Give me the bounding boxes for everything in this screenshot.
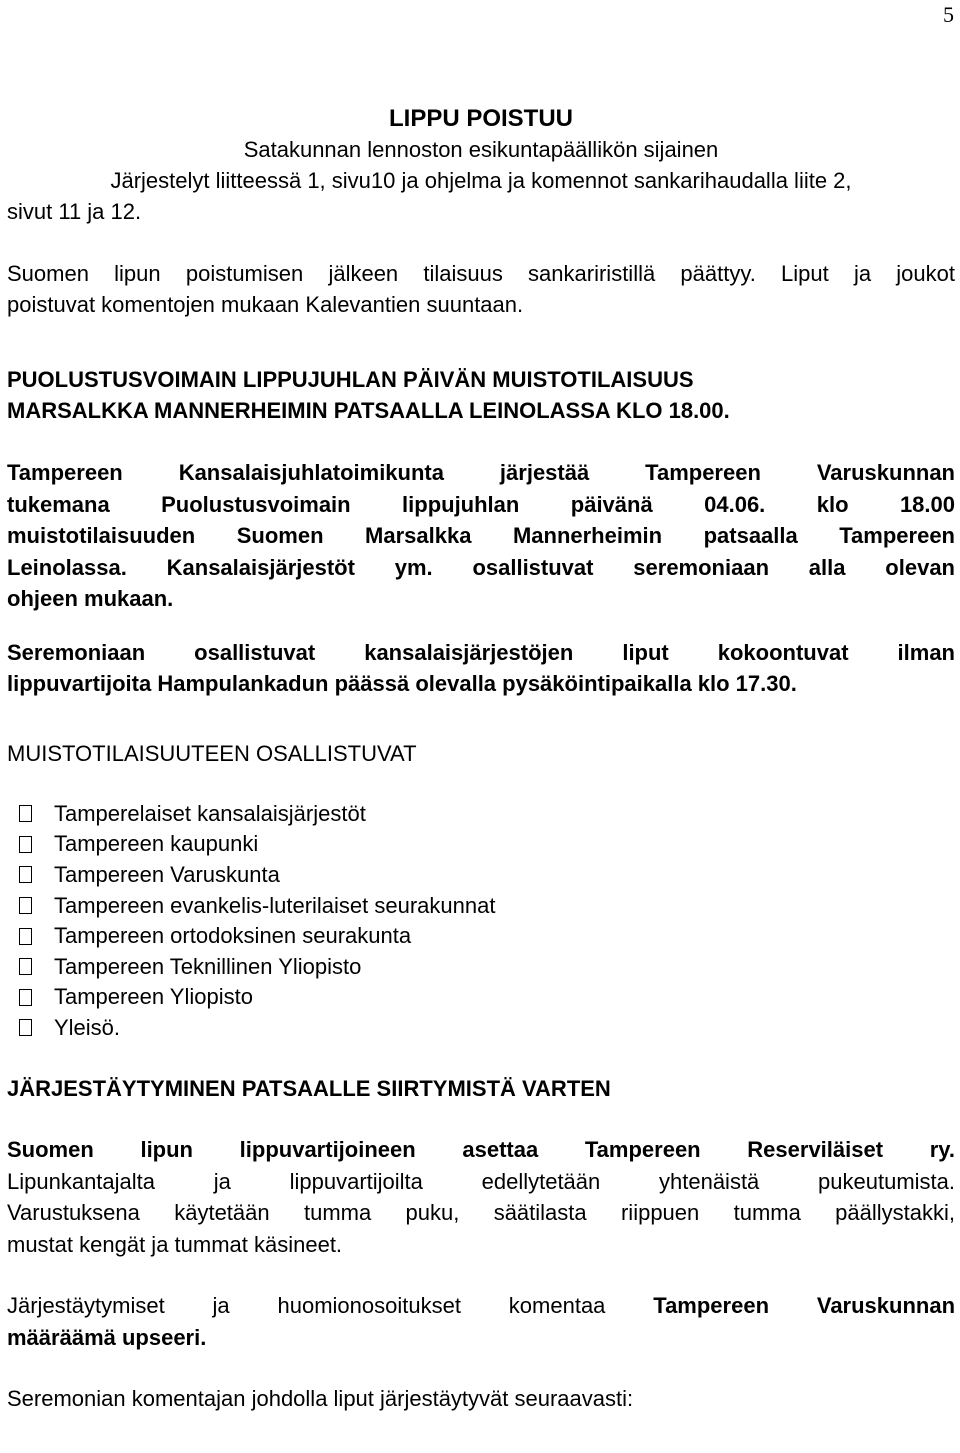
paragraph-closing: Seremonian komentajan johdolla liput järjestäytyvät seuraavasti: bbox=[7, 1386, 634, 1412]
bullet-box-icon bbox=[19, 805, 32, 822]
text-span: Järjestäytymiset ja huomionosoitukset komentaa bbox=[7, 1293, 654, 1319]
section-note: Järjestelyt liitteessä 1, sivu10 ja ohjelma ja komennot sankarihaudalla liite 2, bbox=[110, 168, 852, 193]
list-item-label: Tampereen ortodoksinen seurakunta bbox=[54, 923, 412, 949]
document-page bbox=[7, 103, 955, 1414]
bullet-box-icon bbox=[19, 897, 32, 914]
list-item-label: Tampereen evankelis-luterilaiset seurakunnat bbox=[54, 892, 496, 918]
paragraph-gathering bbox=[7, 637, 955, 700]
paragraph-line: tukemana Puolustusvoimain lippujuhlan päivänä 04.06. klo 18.00 bbox=[7, 491, 955, 517]
paragraph-flag-guard bbox=[7, 1134, 955, 1260]
heading-participants: MUISTOTILAISUUTEEN OSALLISTUVAT bbox=[7, 740, 417, 766]
paragraph-line: muistotilaisuuden Suomen Marsalkka Mannerheimin patsaalla Tampereen bbox=[7, 523, 955, 548]
list-item bbox=[7, 890, 955, 921]
paragraph-line: ohjeen mukaan. bbox=[7, 586, 174, 611]
participants-list bbox=[7, 799, 955, 1044]
paragraph-line: Suomen lipun lippuvartijoineen asettaa Tampereen Reserviläiset ry. bbox=[7, 1137, 955, 1163]
list-item-label: Tampereen Yliopisto bbox=[54, 984, 253, 1010]
list-item bbox=[7, 1013, 955, 1044]
bullet-box-icon bbox=[19, 928, 32, 945]
text-span-bold: Tampereen Varuskunnan bbox=[653, 1293, 956, 1319]
list-item bbox=[7, 921, 955, 952]
paragraph-line: lippuvartijoita Hampulankadun päässä olevalla pysäköintipaikalla klo 17.30. bbox=[7, 671, 797, 696]
heading-formation: JÄRJESTÄYTYMINEN PATSAALLE SIIRTYMISTÄ VARTEN bbox=[7, 1076, 611, 1102]
bullet-box-icon bbox=[19, 836, 32, 853]
heading-memorial: MARSALKKA MANNERHEIMIN PATSAALLA LEINOLASSA KLO 18.00. bbox=[7, 398, 730, 423]
list-item bbox=[7, 829, 955, 860]
list-item bbox=[7, 982, 955, 1013]
list-item-label: Tampereen Varuskunta bbox=[54, 861, 280, 887]
paragraph-line: Tampereen Kansalaisjuhlatoimikunta järjestää Tampereen Varuskunnan bbox=[7, 460, 955, 485]
paragraph-line: Leinolassa. Kansalaisjärjestöt ym. osallistuvat seremoniaan alla olevan bbox=[7, 554, 955, 580]
heading-memorial: PUOLUSTUSVOIMAIN LIPPUJUHLAN PÄIVÄN MUISTOTILAISUUS bbox=[7, 367, 694, 392]
bullet-box-icon bbox=[19, 866, 32, 883]
bullet-box-icon bbox=[19, 989, 32, 1006]
paragraph-line: Lipunkantajalta ja lippuvartijoilta edellytetään yhtenäistä pukeutumista. bbox=[7, 1168, 955, 1194]
list-item bbox=[7, 951, 955, 982]
paragraph-line: Suomen lipun poistumisen jälkeen tilaisuus sankariristillä päättyy. Liput ja joukot bbox=[7, 261, 955, 286]
paragraph-line: Varustuksena käytetään tumma puku, säätilasta riippuen tumma päällystakki, bbox=[7, 1200, 955, 1226]
list-item bbox=[7, 799, 955, 830]
paragraph-command bbox=[7, 1290, 955, 1353]
paragraph-line: mustat kengät ja tummat käsineet. bbox=[7, 1231, 343, 1257]
bullet-box-icon bbox=[19, 1019, 32, 1036]
paragraph-line: poistuvat komentojen mukaan Kalevantien suuntaan. bbox=[7, 292, 524, 317]
list-item-label: Yleisö. bbox=[54, 1014, 121, 1040]
paragraph-line: Seremoniaan osallistuvat kansalaisjärjestöjen liput kokoontuvat ilman bbox=[7, 639, 955, 665]
list-item-label: Tampereen kaupunki bbox=[54, 831, 259, 857]
paragraph-line: määräämä upseeri. bbox=[7, 1324, 207, 1350]
bullet-box-icon bbox=[19, 958, 32, 975]
list-item-label: Tampereen Teknillinen Yliopisto bbox=[54, 953, 362, 979]
section-note-cont: sivut 11 ja 12. bbox=[7, 199, 142, 224]
paragraph-line bbox=[7, 1290, 955, 1322]
section-title: LIPPU POISTUU bbox=[388, 105, 574, 132]
section-lippu-poistuu bbox=[7, 103, 955, 196]
list-item-label: Tamperelaiset kansalaisjärjestöt bbox=[54, 800, 366, 826]
paragraph-organizer bbox=[7, 457, 955, 615]
list-item bbox=[7, 860, 955, 891]
page-number: 5 bbox=[943, 2, 954, 27]
section-subtitle: Satakunnan lennoston esikuntapäällikön sijainen bbox=[243, 137, 719, 162]
